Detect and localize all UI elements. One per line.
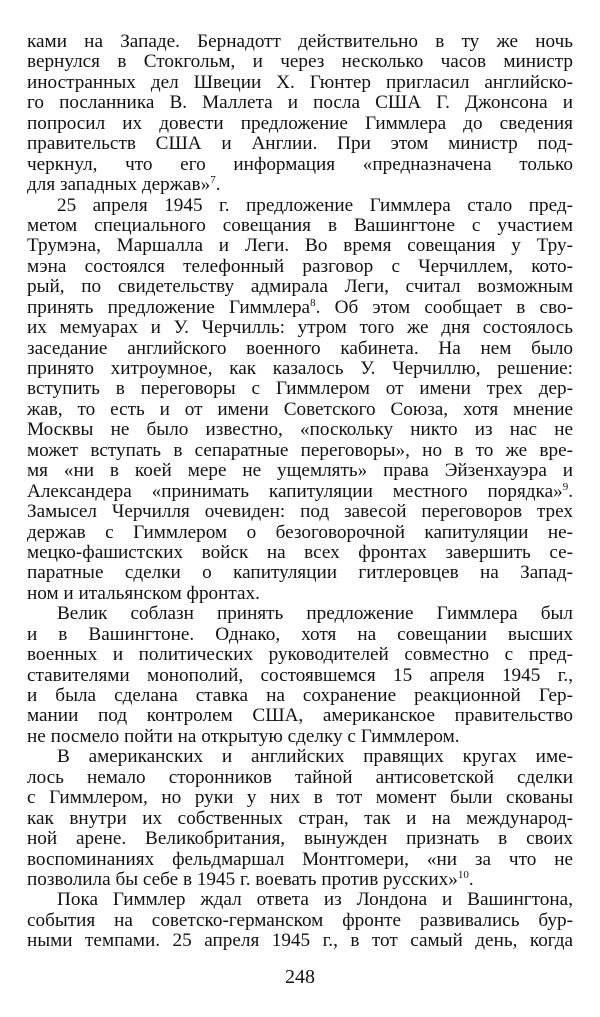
text-line — [27, 625, 573, 645]
line-text: воспоминаниях фельдмаршал Монтгомери, «ни за что не — [27, 848, 573, 870]
line-text: события на советско-германском фронте развивались бур- — [27, 909, 573, 931]
text-line — [27, 645, 573, 665]
line-text: черкнул, что его информация «предназначена только — [27, 153, 573, 175]
text-line — [27, 686, 573, 706]
text-line — [27, 93, 573, 113]
text-line — [27, 706, 573, 726]
paragraph — [27, 196, 573, 605]
text-line — [27, 666, 573, 686]
text-line — [27, 379, 573, 399]
text-line — [27, 931, 573, 951]
line-text: как внутри их собственных стран, так и на международ- — [27, 807, 573, 829]
line-text-tail: . — [468, 868, 474, 890]
text-line — [27, 502, 573, 522]
text-line — [27, 563, 573, 583]
line-text: Велик соблазн принять предложение Гиммлера был — [57, 603, 573, 625]
text-line — [27, 277, 573, 297]
line-text: ными темпами. 25 апреля 1945 г., в тот самый день, когда — [27, 930, 573, 952]
line-text: рый, по свидетельству адмирала Леги, считал возможным — [27, 276, 573, 298]
text-line — [27, 400, 573, 420]
line-text: ном и итальянском фронтах. — [27, 582, 260, 604]
footnote-reference: 8 — [310, 296, 316, 309]
line-text: их мемуарах и У. Черчилль: утром того же дня состоялось — [27, 317, 573, 339]
line-text: военных и политических руководителей совместно с пред- — [27, 644, 573, 666]
text-line — [27, 52, 573, 72]
page-body-text — [27, 32, 573, 952]
text-line — [27, 196, 573, 216]
line-text: мя «ни в коей мере не ущемлять» права Эйзенхауэра и — [27, 460, 573, 482]
paragraph — [27, 747, 573, 890]
text-line — [27, 175, 573, 195]
text-line — [27, 584, 573, 604]
paragraph — [27, 32, 573, 196]
line-text: мэна состоялся телефонный разговор с Черчиллем, кото- — [27, 255, 573, 277]
text-line — [27, 829, 573, 849]
text-line — [27, 339, 573, 359]
line-text: ками на Западе. Бернадотт действительно в ту же ночь — [27, 31, 573, 52]
line-text-tail: . — [568, 480, 573, 502]
line-text: лось немало сторонников тайной антисоветской сделки — [27, 766, 573, 788]
text-line — [27, 461, 573, 481]
page-number: 248 — [285, 966, 315, 988]
text-line — [27, 747, 573, 767]
text-line — [27, 73, 573, 93]
line-text: и была сделана ставка на сохранение реакционной Гер- — [27, 685, 573, 706]
line-text: мании под контролем США, американское правительство — [27, 705, 573, 727]
line-text: Пока Гиммлер ждал ответа из Лондона и Вашингтона, — [57, 889, 573, 911]
line-text: попросил их довести предложение Гиммлера до сведения — [27, 112, 573, 134]
text-line — [27, 216, 573, 236]
line-text: позволила бы себе в 1945 г. воевать против русских» — [27, 868, 458, 890]
line-text: метом специального совещания в Вашингтоне с участием — [27, 214, 573, 236]
line-text-tail: . Об этом сообщает в сво- — [315, 296, 573, 318]
text-line — [27, 604, 573, 624]
line-text: мецко-фашистских войск на всех фронтах завершить се- — [27, 541, 573, 563]
text-line — [27, 32, 573, 52]
text-line — [27, 850, 573, 870]
line-text: иностранных дел Швеции X. Гюнтер пригласил английско- — [27, 71, 573, 93]
line-text: правительств США и Англии. При этом министр под- — [27, 133, 573, 155]
text-line — [27, 911, 573, 931]
line-text: принято хитроумное, как казалось У. Черчиллю, решение: — [27, 358, 573, 379]
text-line — [27, 257, 573, 277]
footnote-reference: 10 — [457, 868, 469, 881]
line-text: 25 апреля 1945 г. предложение Гиммлера стало пред- — [57, 194, 573, 216]
text-line — [27, 359, 573, 379]
line-text: заседание английского военного кабинета. На нем было — [27, 337, 573, 359]
line-text: Александера «принимать капитуляции местного порядка» — [27, 480, 563, 502]
line-text: принять предложение Гиммлера — [27, 296, 311, 318]
text-line — [27, 768, 573, 788]
paragraph — [27, 890, 573, 951]
text-line — [27, 482, 573, 502]
text-line — [27, 543, 573, 563]
text-line — [27, 809, 573, 829]
line-text: вступить в переговоры с Гиммлером от имени трех дер- — [27, 378, 573, 400]
text-line — [27, 134, 573, 154]
text-line — [27, 890, 573, 910]
line-text: может вступать в сепаратные переговоры», но в то же вре- — [27, 439, 573, 461]
text-line — [27, 318, 573, 338]
line-text: для западных держав» — [27, 174, 211, 196]
text-line — [27, 114, 573, 134]
line-text: вернулся в Стокгольм, и через несколько часов министр — [27, 51, 573, 73]
line-text: держав с Гиммлером о безоговорочной капитуляции не- — [27, 521, 573, 543]
line-text: Москвы не было известно, «поскольку никто из нас не — [27, 419, 573, 441]
line-text: и в Вашингтоне. Однако, хотя на совещании высших — [27, 623, 573, 645]
line-text: Трумэна, Маршалла и Леги. Во время совещания у Тру- — [27, 235, 573, 257]
text-line — [27, 298, 573, 318]
text-line — [27, 523, 573, 543]
paragraph — [27, 604, 573, 747]
text-line — [27, 155, 573, 175]
line-text: жав, то есть и от имени Советского Союза, хотя мнение — [27, 398, 573, 420]
footnote-reference: 9 — [562, 480, 569, 493]
line-text: Замысел Черчилля очевиден: под завесой переговоров трех — [27, 501, 573, 523]
line-text-tail: . — [215, 174, 221, 196]
text-line — [27, 788, 573, 808]
text-line — [27, 420, 573, 440]
text-line — [27, 236, 573, 256]
line-text: паратные сделки о капитуляции гитлеровцев на Запад- — [27, 562, 573, 584]
line-text: го посланника В. Маллета и посла США Г. Джонсона и — [27, 92, 573, 114]
footnote-reference: 7 — [210, 174, 216, 187]
text-line — [27, 870, 573, 890]
line-text: с Гиммлером, но руки у них в тот момент были скованы — [27, 787, 573, 809]
line-text: ной арене. Великобритания, вынужден признать в своих — [27, 828, 573, 850]
line-text: ставителями монополий, состоявшемся 15 апреля 1945 г., — [27, 664, 573, 686]
text-line — [27, 727, 573, 747]
line-text: не посмело пойти на открытую сделку с Гиммлером. — [27, 725, 460, 747]
text-line — [27, 441, 573, 461]
line-text: В американских и английских правящих кругах име- — [57, 746, 573, 768]
